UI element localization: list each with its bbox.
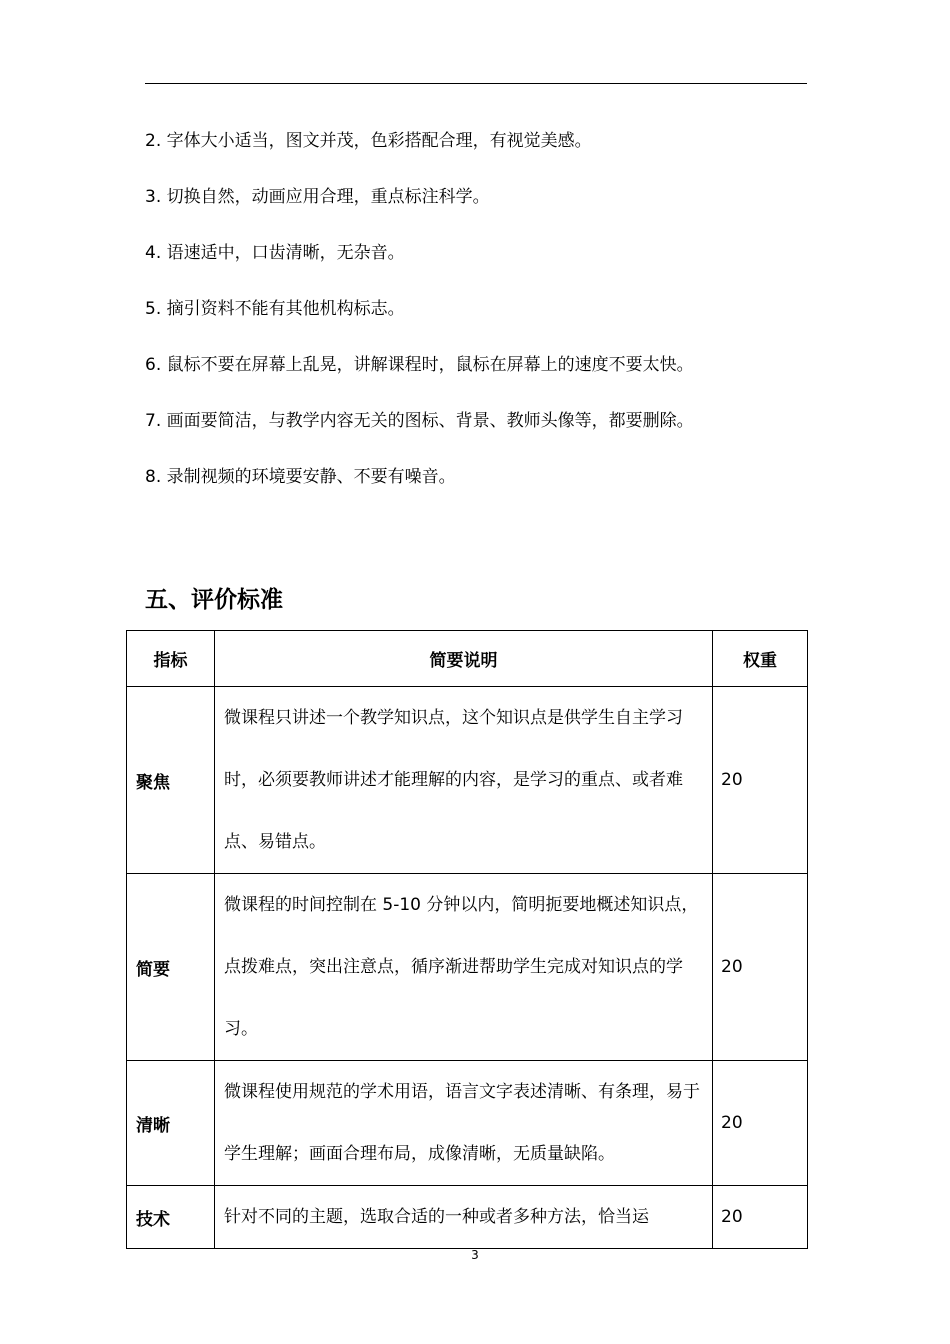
weight-cell: 20 xyxy=(713,1061,808,1186)
requirements-list xyxy=(145,130,807,522)
weight-cell: 20 xyxy=(713,874,808,1061)
table-row xyxy=(127,1061,808,1186)
list-item: 8. 录制视频的环境要安静、不要有噪音。 xyxy=(145,467,456,487)
page-number: 3 xyxy=(471,1248,479,1262)
description-cell: 微课程只讲述一个教学知识点，这个知识点是供学生自主学习时，必须要教师讲述才能理解的内容，是学习的重点、或者难点、易错点。 xyxy=(215,687,713,874)
list-item: 7. 画面要简洁，与教学内容无关的图标、背景、教师头像等，都要删除。 xyxy=(145,411,694,431)
table-row xyxy=(127,1186,808,1249)
header-description: 简要说明 xyxy=(215,631,713,687)
weight-cell: 20 xyxy=(713,687,808,874)
indicator-cell: 聚焦 xyxy=(127,687,215,874)
list-item: 4. 语速适中，口齿清晰，无杂音。 xyxy=(145,243,405,263)
header-indicator: 指标 xyxy=(127,631,215,687)
description-cell: 微课程的时间控制在 5-10 分钟以内，简明扼要地概述知识点，点拨难点，突出注意点，循序渐进帮助学生完成对知识点的学习。 xyxy=(215,874,713,1061)
list-item: 3. 切换自然，动画应用合理，重点标注科学。 xyxy=(145,187,490,207)
header-rule xyxy=(145,83,807,84)
table-row xyxy=(127,687,808,874)
description-cell: 微课程使用规范的学术用语，语言文字表述清晰、有条理，易于学生理解；画面合理布局，成像清晰，无质量缺陷。 xyxy=(215,1061,713,1186)
description-cell: 针对不同的主题，选取合适的一种或者多种方法，恰当运 xyxy=(215,1186,713,1249)
section-title: 五、评价标准 xyxy=(145,587,283,613)
indicator-cell: 简要 xyxy=(127,874,215,1061)
indicator-cell: 技术 xyxy=(127,1186,215,1249)
table-row xyxy=(127,874,808,1061)
list-item: 5. 摘引资料不能有其他机构标志。 xyxy=(145,299,405,319)
table-header-row xyxy=(127,631,808,687)
header-weight: 权重 xyxy=(713,631,808,687)
weight-cell: 20 xyxy=(713,1186,808,1249)
list-item: 6. 鼠标不要在屏幕上乱晃，讲解课程时，鼠标在屏幕上的速度不要太快。 xyxy=(145,355,694,375)
evaluation-table xyxy=(126,630,808,1249)
list-item: 2. 字体大小适当，图文并茂，色彩搭配合理，有视觉美感。 xyxy=(145,131,592,151)
indicator-cell: 清晰 xyxy=(127,1061,215,1186)
